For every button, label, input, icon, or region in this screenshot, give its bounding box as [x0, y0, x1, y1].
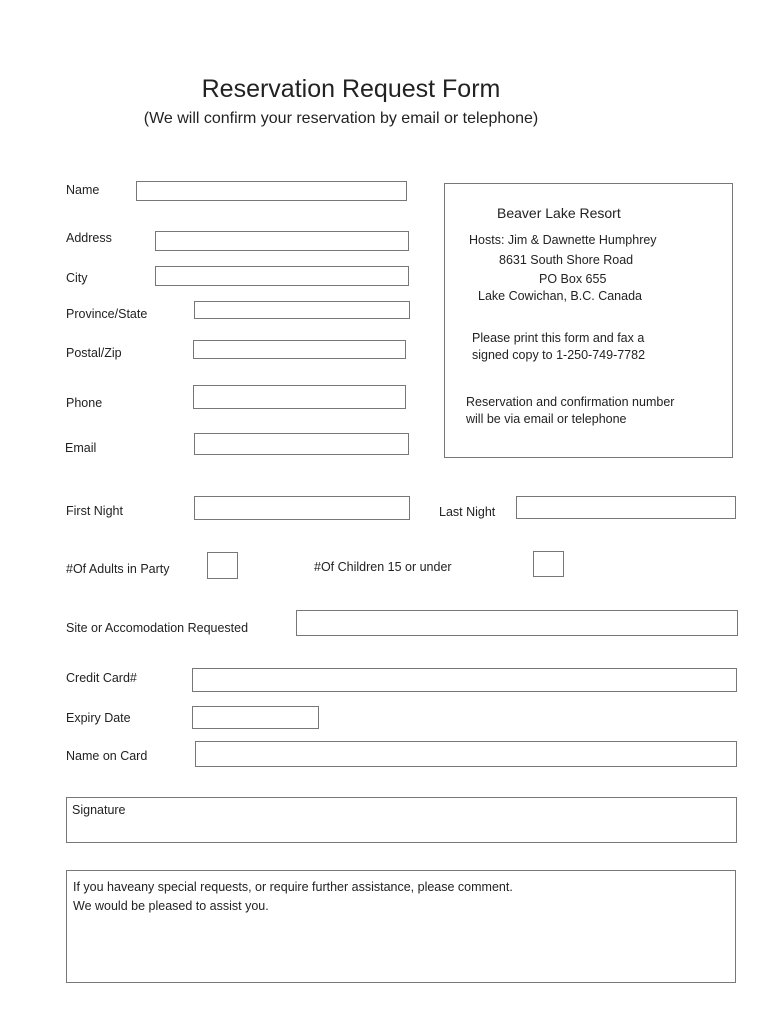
- credit-card-field[interactable]: [192, 668, 737, 692]
- expiry-field[interactable]: [192, 706, 319, 729]
- resort-hosts: Hosts: Jim & Dawnette Humphrey: [469, 233, 657, 247]
- city-label: City: [66, 271, 88, 285]
- name-on-card-field[interactable]: [195, 741, 737, 767]
- comments-prompt-line2: We would be pleased to assist you.: [73, 899, 269, 913]
- form-subtitle: (We will confirm your reservation by email or telephone): [143, 110, 539, 127]
- confirmation-note-line1: Reservation and confirmation number: [466, 395, 675, 409]
- fax-instruction-line1: Please print this form and fax a: [472, 331, 645, 345]
- children-field[interactable]: [533, 551, 564, 577]
- site-label: Site or Accomodation Requested: [66, 621, 249, 635]
- postal-label: Postal/Zip: [66, 346, 122, 360]
- adults-label: #Of Adults in Party: [66, 562, 170, 576]
- postal-field[interactable]: [193, 340, 406, 359]
- province-field[interactable]: [194, 301, 410, 319]
- credit-card-label: Credit Card#: [66, 671, 137, 685]
- children-label: #Of Children 15 or under: [314, 560, 452, 574]
- name-label: Name: [66, 183, 100, 197]
- form-title: Reservation Request Form: [201, 75, 501, 103]
- phone-label: Phone: [66, 396, 103, 410]
- email-field[interactable]: [194, 433, 409, 455]
- resort-address-line3: Lake Cowichan, B.C. Canada: [478, 289, 642, 303]
- last-night-label: Last Night: [439, 505, 496, 519]
- first-night-field[interactable]: [194, 496, 410, 520]
- name-field[interactable]: [136, 181, 407, 201]
- fax-instruction-line2: signed copy to 1-250-749-7782: [472, 348, 646, 362]
- city-field[interactable]: [155, 266, 409, 286]
- phone-field[interactable]: [193, 385, 406, 409]
- comments-box[interactable]: [66, 870, 736, 983]
- expiry-label: Expiry Date: [66, 711, 131, 725]
- name-on-card-label: Name on Card: [66, 749, 148, 763]
- resort-address-line2: PO Box 655: [539, 272, 607, 286]
- comments-prompt-line1: If you haveany special requests, or require further assistance, please comment.: [73, 880, 513, 894]
- first-night-label: First Night: [66, 504, 123, 518]
- confirmation-note-line2: will be via email or telephone: [466, 412, 627, 426]
- signature-box[interactable]: [66, 797, 737, 843]
- resort-address-line1: 8631 South Shore Road: [499, 253, 634, 267]
- email-label: Email: [65, 441, 97, 455]
- address-field[interactable]: [155, 231, 409, 251]
- adults-field[interactable]: [207, 552, 238, 579]
- province-label: Province/State: [66, 307, 148, 321]
- address-label: Address: [66, 231, 112, 245]
- resort-name: Beaver Lake Resort: [497, 205, 621, 221]
- signature-label: Signature: [72, 803, 126, 817]
- site-field[interactable]: [296, 610, 738, 636]
- last-night-field[interactable]: [516, 496, 736, 519]
